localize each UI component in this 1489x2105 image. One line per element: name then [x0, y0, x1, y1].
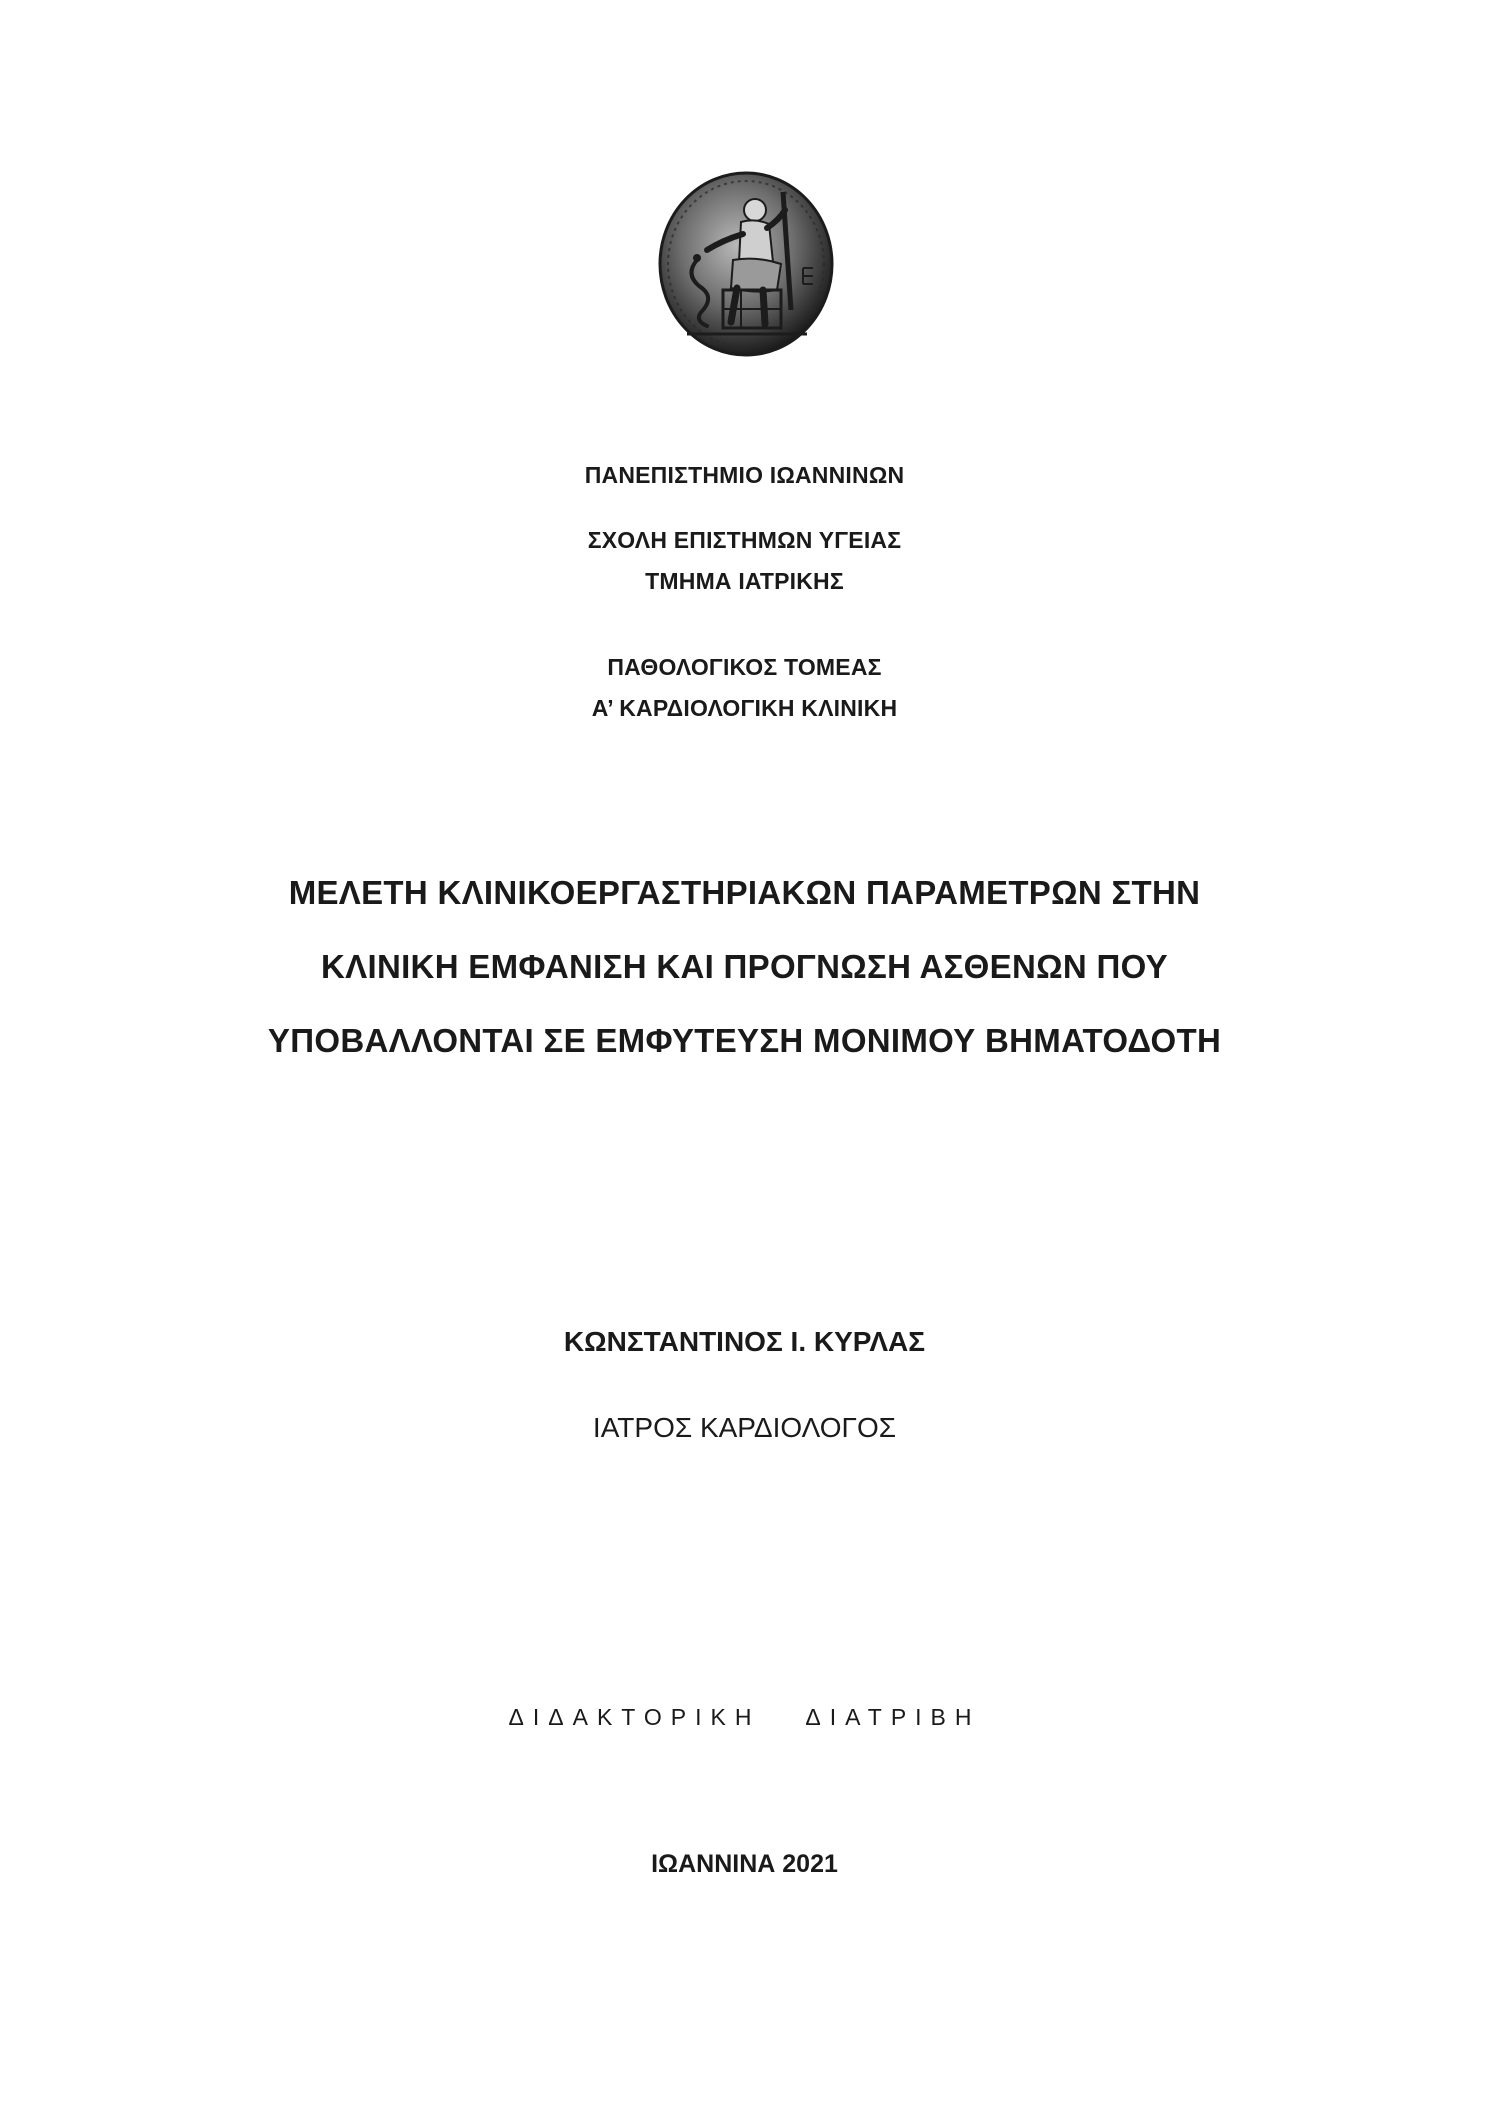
- school-name: ΣΧΟΛΗ ΕΠΙΣΤΗΜΩΝ ΥΓΕΙΑΣ: [587, 527, 902, 553]
- university-coin-seal-icon: [657, 170, 835, 358]
- place-year: ΙΩΑΝΝΙΝΑ 2021: [651, 1850, 838, 1878]
- sector-name: ΠΑΘΟΛΟΓΙΚΟΣ ΤΟΜΕΑΣ: [607, 654, 882, 680]
- clinic-name: Α’ ΚΑΡΔΙΟΛΟΓΙΚΗ ΚΛΙΝΙΚΗ: [591, 695, 898, 721]
- thesis-title-line-2: ΚΛΙΝΙΚΗ ΕΜΦΑΝΙΣΗ ΚΑΙ ΠΡΟΓΝΩΣΗ ΑΣΘΕΝΩΝ ΠΟΥ: [321, 948, 1168, 985]
- author-name: ΚΩΝΣΤΑΝΤΙΝΟΣ Ι. ΚΥΡΛΑΣ: [563, 1326, 926, 1357]
- university-name: ΠΑΝΕΠΙΣΤΗΜΙΟ ΙΩΑΝΝΙΝΩΝ: [584, 462, 905, 488]
- thesis-title-line-3: ΥΠΟΒΑΛΛΟΝΤΑΙ ΣΕ ΕΜΦΥΤΕΥΣΗ ΜΟΝΙΜΟΥ ΒΗΜΑΤΟΔΟΤΗ: [267, 1022, 1222, 1059]
- document-type: ΔΙΔΑΚΤΟΡΙΚΗ ΔΙΑΤΡΙΒΗ: [508, 1704, 981, 1730]
- thesis-title-line-1: ΜΕΛΕΤΗ ΚΛΙΝΙΚΟΕΡΓΑΣΤΗΡΙΑΚΩΝ ΠΑΡΑΜΕΤΡΩΝ ΣΤΗΝ: [288, 874, 1201, 911]
- author-role: ΙΑΤΡΟΣ ΚΑΡΔΙΟΛΟΓΟΣ: [592, 1412, 897, 1443]
- department-name: ΤΜΗΜΑ ΙΑΤΡΙΚΗΣ: [645, 568, 844, 594]
